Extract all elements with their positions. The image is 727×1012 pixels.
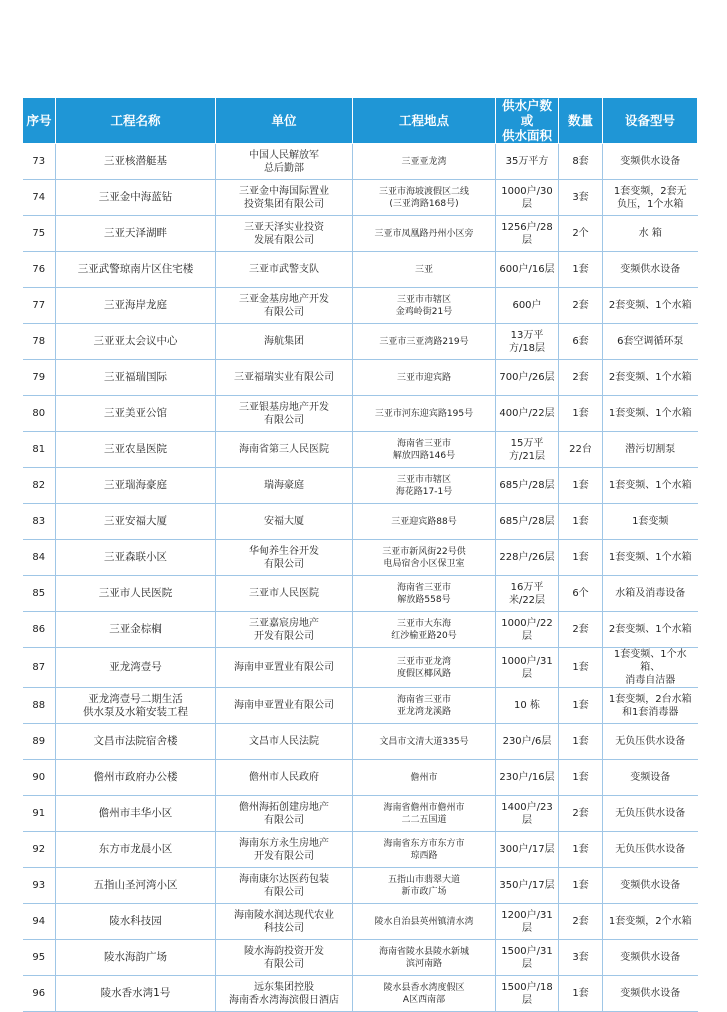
cell-equipment-model: 1套变频、1个水箱 xyxy=(603,540,698,576)
cell-company: 华甸养生谷开发 有限公司 xyxy=(216,540,353,576)
cell-location: 三亚市亚龙湾 度假区椰风路 xyxy=(353,648,496,688)
table-row xyxy=(23,724,698,760)
table-row xyxy=(23,832,698,868)
cell-equipment-model: 2套变频、1个水箱 xyxy=(603,360,698,396)
cell-supply-scale: 10 栋 xyxy=(496,688,559,724)
cell-project-name: 三亚福瑞国际 xyxy=(56,360,216,396)
cell-index: 77 xyxy=(23,288,56,324)
cell-index: 86 xyxy=(23,612,56,648)
cell-index: 83 xyxy=(23,504,56,540)
table-row xyxy=(23,868,698,904)
cell-supply-scale: 1000户/31层 xyxy=(496,648,559,688)
cell-project-name: 三亚亚太会议中心 xyxy=(56,324,216,360)
table-row xyxy=(23,180,698,216)
project-table xyxy=(22,97,698,1012)
cell-supply-scale: 230户/16层 xyxy=(496,760,559,796)
cell-company: 儋州海拓创建房地产 有限公司 xyxy=(216,796,353,832)
table-row xyxy=(23,468,698,504)
cell-supply-scale: 400户/22层 xyxy=(496,396,559,432)
table-body xyxy=(23,144,698,1012)
cell-location: 三亚市凤凰路丹州小区旁 xyxy=(353,216,496,252)
cell-project-name: 三亚市人民医院 xyxy=(56,576,216,612)
cell-quantity: 1套 xyxy=(559,252,603,288)
cell-project-name: 五指山圣河湾小区 xyxy=(56,868,216,904)
cell-supply-scale: 300户/17层 xyxy=(496,832,559,868)
cell-project-name: 三亚天泽湖畔 xyxy=(56,216,216,252)
cell-index: 79 xyxy=(23,360,56,396)
cell-project-name: 三亚金中海蓝钻 xyxy=(56,180,216,216)
cell-supply-scale: 1000户/30层 xyxy=(496,180,559,216)
cell-quantity: 3套 xyxy=(559,180,603,216)
cell-supply-scale: 230户/6层 xyxy=(496,724,559,760)
cell-project-name: 儋州市政府办公楼 xyxy=(56,760,216,796)
cell-supply-scale: 228户/26层 xyxy=(496,540,559,576)
cell-equipment-model: 变频供水设备 xyxy=(603,940,698,976)
cell-location: 三亚市市辖区 海花路17-1号 xyxy=(353,468,496,504)
cell-supply-scale: 600户/16层 xyxy=(496,252,559,288)
cell-project-name: 亚龙湾壹号二期生活 供水泵及水箱安装工程 xyxy=(56,688,216,724)
cell-company: 安福大厦 xyxy=(216,504,353,540)
cell-company: 三亚金中海国际置业 投资集团有限公司 xyxy=(216,180,353,216)
cell-index: 85 xyxy=(23,576,56,612)
cell-supply-scale: 685户/28层 xyxy=(496,468,559,504)
cell-location: 海南省儋州市儋州市 二二五国道 xyxy=(353,796,496,832)
cell-equipment-model: 水箱及消毒设备 xyxy=(603,576,698,612)
cell-equipment-model: 变频供水设备 xyxy=(603,144,698,180)
cell-project-name: 东方市龙晨小区 xyxy=(56,832,216,868)
cell-location: 陵水县香水湾度假区 A区西南部 xyxy=(353,976,496,1012)
cell-supply-scale: 1256户/28层 xyxy=(496,216,559,252)
cell-quantity: 1套 xyxy=(559,504,603,540)
cell-index: 84 xyxy=(23,540,56,576)
cell-quantity: 2套 xyxy=(559,904,603,940)
cell-quantity: 8套 xyxy=(559,144,603,180)
cell-location: 三亚市市辖区 金鸡岭街21号 xyxy=(353,288,496,324)
cell-quantity: 2套 xyxy=(559,612,603,648)
cell-quantity: 2套 xyxy=(559,796,603,832)
cell-location: 三亚迎宾路88号 xyxy=(353,504,496,540)
cell-project-name: 亚龙湾壹号 xyxy=(56,648,216,688)
cell-project-name: 陵水香水湾1号 xyxy=(56,976,216,1012)
cell-project-name: 儋州市丰华小区 xyxy=(56,796,216,832)
cell-index: 75 xyxy=(23,216,56,252)
cell-project-name: 三亚瑞海豪庭 xyxy=(56,468,216,504)
table-row xyxy=(23,976,698,1012)
cell-quantity: 22台 xyxy=(559,432,603,468)
table-row xyxy=(23,688,698,724)
cell-location: 陵水自治县英州镇清水湾 xyxy=(353,904,496,940)
cell-quantity: 1套 xyxy=(559,688,603,724)
cell-company: 三亚金基房地产开发 有限公司 xyxy=(216,288,353,324)
cell-project-name: 三亚安福大厦 xyxy=(56,504,216,540)
cell-index: 81 xyxy=(23,432,56,468)
cell-location: 三亚市三亚湾路219号 xyxy=(353,324,496,360)
cell-index: 94 xyxy=(23,904,56,940)
cell-company: 海南省第三人民医院 xyxy=(216,432,353,468)
cell-location: 海南省三亚市 亚龙湾龙溪路 xyxy=(353,688,496,724)
header-equipment-model: 设备型号 xyxy=(603,98,698,144)
cell-index: 80 xyxy=(23,396,56,432)
cell-company: 儋州市人民政府 xyxy=(216,760,353,796)
cell-index: 78 xyxy=(23,324,56,360)
cell-equipment-model: 变频供水设备 xyxy=(603,252,698,288)
cell-supply-scale: 13万平方/18层 xyxy=(496,324,559,360)
cell-index: 91 xyxy=(23,796,56,832)
equipment-table-container xyxy=(22,97,697,1012)
cell-equipment-model: 1套变频、1个水箱 xyxy=(603,396,698,432)
cell-company: 海南申亚置业有限公司 xyxy=(216,688,353,724)
header-company: 单位 xyxy=(216,98,353,144)
header-supply-scale: 供水户数或 供水面积 xyxy=(496,98,559,144)
cell-project-name: 三亚金棕榈 xyxy=(56,612,216,648)
table-row xyxy=(23,432,698,468)
cell-index: 92 xyxy=(23,832,56,868)
cell-quantity: 1套 xyxy=(559,648,603,688)
cell-index: 87 xyxy=(23,648,56,688)
cell-project-name: 三亚美亚公馆 xyxy=(56,396,216,432)
table-header-row xyxy=(23,98,698,144)
cell-quantity: 1套 xyxy=(559,724,603,760)
cell-quantity: 2个 xyxy=(559,216,603,252)
cell-quantity: 1套 xyxy=(559,976,603,1012)
cell-quantity: 1套 xyxy=(559,832,603,868)
cell-project-name: 陵水海韵广场 xyxy=(56,940,216,976)
cell-location: 儋州市 xyxy=(353,760,496,796)
table-row xyxy=(23,252,698,288)
cell-equipment-model: 潜污切割泵 xyxy=(603,432,698,468)
cell-equipment-model: 水 箱 xyxy=(603,216,698,252)
cell-location: 海南省陵水县陵水新城 滨河南路 xyxy=(353,940,496,976)
cell-equipment-model: 1套变频 xyxy=(603,504,698,540)
table-row xyxy=(23,504,698,540)
cell-project-name: 三亚海岸龙庭 xyxy=(56,288,216,324)
cell-location: 五指山市翡翠大道 新市政广场 xyxy=(353,868,496,904)
cell-index: 76 xyxy=(23,252,56,288)
cell-location: 三亚市河东迎宾路195号 xyxy=(353,396,496,432)
cell-equipment-model: 变频供水设备 xyxy=(603,868,698,904)
cell-location: 文昌市文清大道335号 xyxy=(353,724,496,760)
cell-location: 三亚亚龙湾 xyxy=(353,144,496,180)
header-index: 序号 xyxy=(23,98,56,144)
cell-company: 文昌市人民法院 xyxy=(216,724,353,760)
cell-company: 海南陵水润达现代农业 科技公司 xyxy=(216,904,353,940)
table-row xyxy=(23,396,698,432)
cell-location: 海南省东方市东方市 琼西路 xyxy=(353,832,496,868)
cell-index: 82 xyxy=(23,468,56,504)
table-row xyxy=(23,904,698,940)
cell-index: 95 xyxy=(23,940,56,976)
cell-company: 海南康尔达医药包装 有限公司 xyxy=(216,868,353,904)
cell-supply-scale: 15万平方/21层 xyxy=(496,432,559,468)
cell-company: 三亚天泽实业投资 发展有限公司 xyxy=(216,216,353,252)
cell-project-name: 三亚武警琼南片区住宅楼 xyxy=(56,252,216,288)
cell-company: 中国人民解放军 总后勤部 xyxy=(216,144,353,180)
cell-equipment-model: 1套变频，2个水箱 xyxy=(603,904,698,940)
cell-equipment-model: 1套变频，2台水箱 和1套消毒器 xyxy=(603,688,698,724)
cell-supply-scale: 685户/28层 xyxy=(496,504,559,540)
cell-quantity: 1套 xyxy=(559,760,603,796)
cell-supply-scale: 700户/26层 xyxy=(496,360,559,396)
table-row xyxy=(23,576,698,612)
cell-equipment-model: 变频设备 xyxy=(603,760,698,796)
cell-supply-scale: 1500户/31层 xyxy=(496,940,559,976)
cell-location: 三亚市新风街22号供 电局宿舍小区保卫室 xyxy=(353,540,496,576)
cell-location: 三亚市大东海 红沙榆亚路20号 xyxy=(353,612,496,648)
table-row xyxy=(23,216,698,252)
cell-supply-scale: 350户/17层 xyxy=(496,868,559,904)
table-row xyxy=(23,612,698,648)
cell-equipment-model: 无负压供水设备 xyxy=(603,724,698,760)
cell-supply-scale: 600户 xyxy=(496,288,559,324)
table-row xyxy=(23,324,698,360)
cell-equipment-model: 无负压供水设备 xyxy=(603,796,698,832)
cell-quantity: 1套 xyxy=(559,396,603,432)
cell-company: 海航集团 xyxy=(216,324,353,360)
cell-index: 88 xyxy=(23,688,56,724)
table-row xyxy=(23,760,698,796)
cell-index: 93 xyxy=(23,868,56,904)
cell-equipment-model: 6套空调循环泵 xyxy=(603,324,698,360)
cell-company: 三亚嘉宸房地产 开发有限公司 xyxy=(216,612,353,648)
cell-equipment-model: 1套变频，2套无 负压，1个水箱 xyxy=(603,180,698,216)
cell-company: 三亚福瑞实业有限公司 xyxy=(216,360,353,396)
cell-company: 三亚银基房地产开发 有限公司 xyxy=(216,396,353,432)
table-row xyxy=(23,796,698,832)
cell-company: 瑞海豪庭 xyxy=(216,468,353,504)
cell-company: 三亚市武警支队 xyxy=(216,252,353,288)
cell-index: 89 xyxy=(23,724,56,760)
table-row xyxy=(23,940,698,976)
cell-equipment-model: 2套变频、1个水箱 xyxy=(603,612,698,648)
cell-quantity: 2套 xyxy=(559,360,603,396)
cell-company: 三亚市人民医院 xyxy=(216,576,353,612)
cell-equipment-model: 2套变频、1个水箱 xyxy=(603,288,698,324)
cell-supply-scale: 16万平米/22层 xyxy=(496,576,559,612)
cell-quantity: 2套 xyxy=(559,288,603,324)
cell-equipment-model: 变频供水设备 xyxy=(603,976,698,1012)
cell-index: 74 xyxy=(23,180,56,216)
table-row xyxy=(23,144,698,180)
cell-project-name: 文昌市法院宿舍楼 xyxy=(56,724,216,760)
cell-project-name: 三亚核潜艇基 xyxy=(56,144,216,180)
cell-index: 96 xyxy=(23,976,56,1012)
cell-quantity: 3套 xyxy=(559,940,603,976)
cell-location: 三亚 xyxy=(353,252,496,288)
cell-company: 陵水海韵投资开发 有限公司 xyxy=(216,940,353,976)
cell-supply-scale: 1500户/18层 xyxy=(496,976,559,1012)
cell-supply-scale: 1000户/22层 xyxy=(496,612,559,648)
cell-equipment-model: 1套变频、1个水箱 xyxy=(603,468,698,504)
cell-project-name: 陵水科技园 xyxy=(56,904,216,940)
cell-index: 73 xyxy=(23,144,56,180)
table-row xyxy=(23,360,698,396)
header-location: 工程地点 xyxy=(353,98,496,144)
cell-quantity: 6个 xyxy=(559,576,603,612)
cell-supply-scale: 1400户/23层 xyxy=(496,796,559,832)
cell-location: 三亚市海坡渡假区二线 (三亚湾路168号) xyxy=(353,180,496,216)
header-quantity: 数量 xyxy=(559,98,603,144)
cell-project-name: 三亚森联小区 xyxy=(56,540,216,576)
table-row xyxy=(23,540,698,576)
cell-company: 海南东方永生房地产 开发有限公司 xyxy=(216,832,353,868)
cell-project-name: 三亚农垦医院 xyxy=(56,432,216,468)
cell-location: 海南省三亚市 解放路558号 xyxy=(353,576,496,612)
cell-supply-scale: 1200户/31层 xyxy=(496,904,559,940)
cell-location: 海南省三亚市 解放四路146号 xyxy=(353,432,496,468)
cell-location: 三亚市迎宾路 xyxy=(353,360,496,396)
cell-equipment-model: 无负压供水设备 xyxy=(603,832,698,868)
header-project-name: 工程名称 xyxy=(56,98,216,144)
cell-company: 海南申亚置业有限公司 xyxy=(216,648,353,688)
cell-quantity: 1套 xyxy=(559,468,603,504)
cell-company: 远东集团控股 海南香水湾海滨假日酒店 xyxy=(216,976,353,1012)
table-row xyxy=(23,288,698,324)
cell-equipment-model: 1套变频、1个水箱、 消毒自洁器 xyxy=(603,648,698,688)
cell-index: 90 xyxy=(23,760,56,796)
cell-quantity: 1套 xyxy=(559,540,603,576)
cell-supply-scale: 35万平方 xyxy=(496,144,559,180)
cell-quantity: 1套 xyxy=(559,868,603,904)
table-row xyxy=(23,648,698,688)
cell-quantity: 6套 xyxy=(559,324,603,360)
